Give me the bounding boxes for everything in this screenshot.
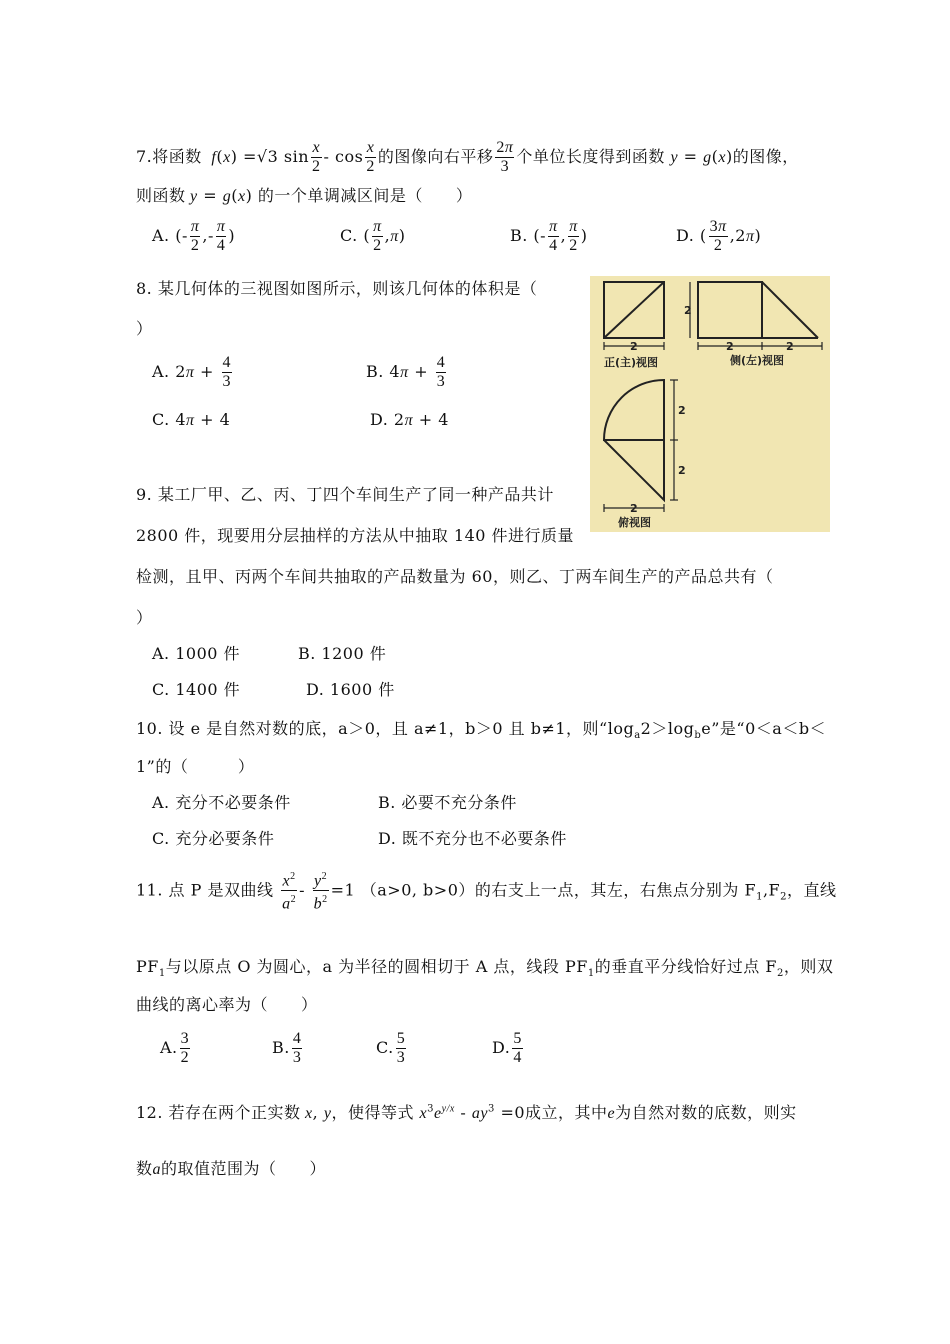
q7-option-b: B. (- $\frac{\pi}{4}$ , $\frac{\pi}{2}$ ): [510, 218, 588, 254]
q7-function-f: f: [211, 149, 217, 166]
fraction: $\frac{2\pi}{3}$: [496, 139, 514, 175]
three-view-drawing: [590, 276, 830, 532]
fraction: $\frac{x}{2}$: [366, 139, 375, 175]
q9-option-d: D. 1600 件: [306, 680, 395, 699]
q9-option-b: B. 1200 件: [298, 644, 387, 663]
q9-option-c: C. 1400 件: [152, 680, 241, 699]
fraction: $\frac{y^2}{b^2}$: [313, 868, 329, 914]
q8-option-d: D. 2π + 4: [370, 410, 449, 429]
top-view-triangle: [604, 440, 664, 500]
q10-line1: 10. 设 e 是自然对数的底，a＞0，且 a≠1，b＞0 且 b≠1，则“$\log_a2>\log_be$”是“0＜a＜b＜: [136, 719, 827, 742]
q11-option-b: B. $\frac{4}{3}$: [272, 1030, 302, 1066]
q7-line1: 7.将函数 f(x) =√3 sin $\frac{x}{2}$ - cos $\frac{x}{2}$ 的图像向右平移 $\frac{2\pi}{3}$ 个单位长度得到函数 y = g(x)的图像，: [136, 139, 799, 175]
fraction: $\frac{x^2}{a^2}$: [281, 868, 297, 914]
q8-paren: ）: [136, 319, 153, 338]
dim-side-1: 2: [726, 340, 734, 353]
dim-side-height: 2: [684, 304, 692, 317]
q10-option-c: C. 充分必要条件: [152, 829, 275, 848]
dim-front: 2: [630, 340, 638, 353]
dim-top-bottom: 2: [630, 502, 638, 515]
q7-option-c: C. ( $\frac{\pi}{2}$ ,π): [340, 218, 406, 254]
q11-line1: 11. 点 P 是双曲线 $\frac{x^2}{a^2}$ - $\frac{y^2}{b^2}$ =1 （a>0, b>0）的右支上一点，其左，右焦点分别为 $F_1,F_2$，直线: [136, 868, 837, 914]
q12-line2: 数a的取值范围为（ ）: [136, 1159, 327, 1178]
q8-option-b: B. 4π + $\frac{4}{3}$: [366, 354, 446, 390]
side-view-label: 侧(左)视图: [730, 354, 785, 367]
side-view-rect: [698, 282, 762, 338]
q7-option-a: A. (- $\frac{\pi}{2}$ ,- $\frac{\pi}{4}$ ): [152, 218, 236, 254]
q7-option-d: D. ( $\frac{3\pi}{2}$ ,2π): [676, 218, 762, 254]
q7-line2: 则函数 y = g(x) 的一个单调减区间是（ ）: [136, 186, 473, 205]
q9-option-a: A. 1000 件: [152, 644, 241, 663]
q11-line3: 曲线的离心率为（ ）: [136, 995, 318, 1014]
q11-option-d: D. $\frac{5}{4}$: [492, 1030, 522, 1066]
q9-line4: ）: [136, 608, 153, 627]
front-view-diagonal: [604, 282, 664, 338]
q9-line2: 2800 件，现要用分层抽样的方法从中抽取 140 件进行质量: [136, 526, 575, 545]
q7-number: 7.: [136, 147, 153, 166]
three-view-figure: [590, 276, 830, 532]
q10-option-b: B. 必要不充分条件: [378, 793, 517, 812]
q11-option-c: C. $\frac{5}{3}$: [376, 1030, 406, 1066]
q9-line3: 检测，且甲、丙两个车间共抽取的产品数量为 60，则乙、丁两车间生产的产品总共有（: [136, 567, 774, 586]
front-view-label: 正(主)视图: [604, 356, 659, 369]
q12-line1: 12. 若存在两个正实数 x, y，使得等式 $x^3e^{y/x} - ay^3 =0$成立，其中e为自然对数的底数，则实: [136, 1103, 797, 1122]
dim-top-1: 2: [678, 404, 686, 417]
q11-option-a: A. $\frac{3}{2}$: [160, 1030, 190, 1066]
top-view-label: 俯视图: [618, 516, 651, 529]
top-view-quarter-circle: [604, 380, 664, 440]
q10-option-a: A. 充分不必要条件: [152, 793, 291, 812]
q10-option-d: D. 既不充分也不必要条件: [378, 829, 567, 848]
q10-line2: 1”的（ ）: [136, 757, 255, 776]
q9-line1: 9. 某工厂甲、乙、丙、丁四个车间生产了同一种产品共计: [136, 485, 554, 504]
q8-stem: 8. 某几何体的三视图如图所示，则该几何体的体积是（: [136, 279, 538, 298]
dim-top-2: 2: [678, 464, 686, 477]
fraction: $\frac{x}{2}$: [312, 139, 321, 175]
q8-option-a: A. 2π + $\frac{4}{3}$: [152, 354, 231, 390]
side-view-slant: [762, 282, 818, 338]
q11-line2: $PF_1$与以原点 O 为圆心，a 为半径的圆相切于 A 点，线段 $PF_1$的垂直平分线恰好过点 $F_2$，则双: [136, 957, 834, 980]
q8-option-c: C. 4π + 4: [152, 410, 231, 429]
dim-side-2: 2: [786, 340, 794, 353]
